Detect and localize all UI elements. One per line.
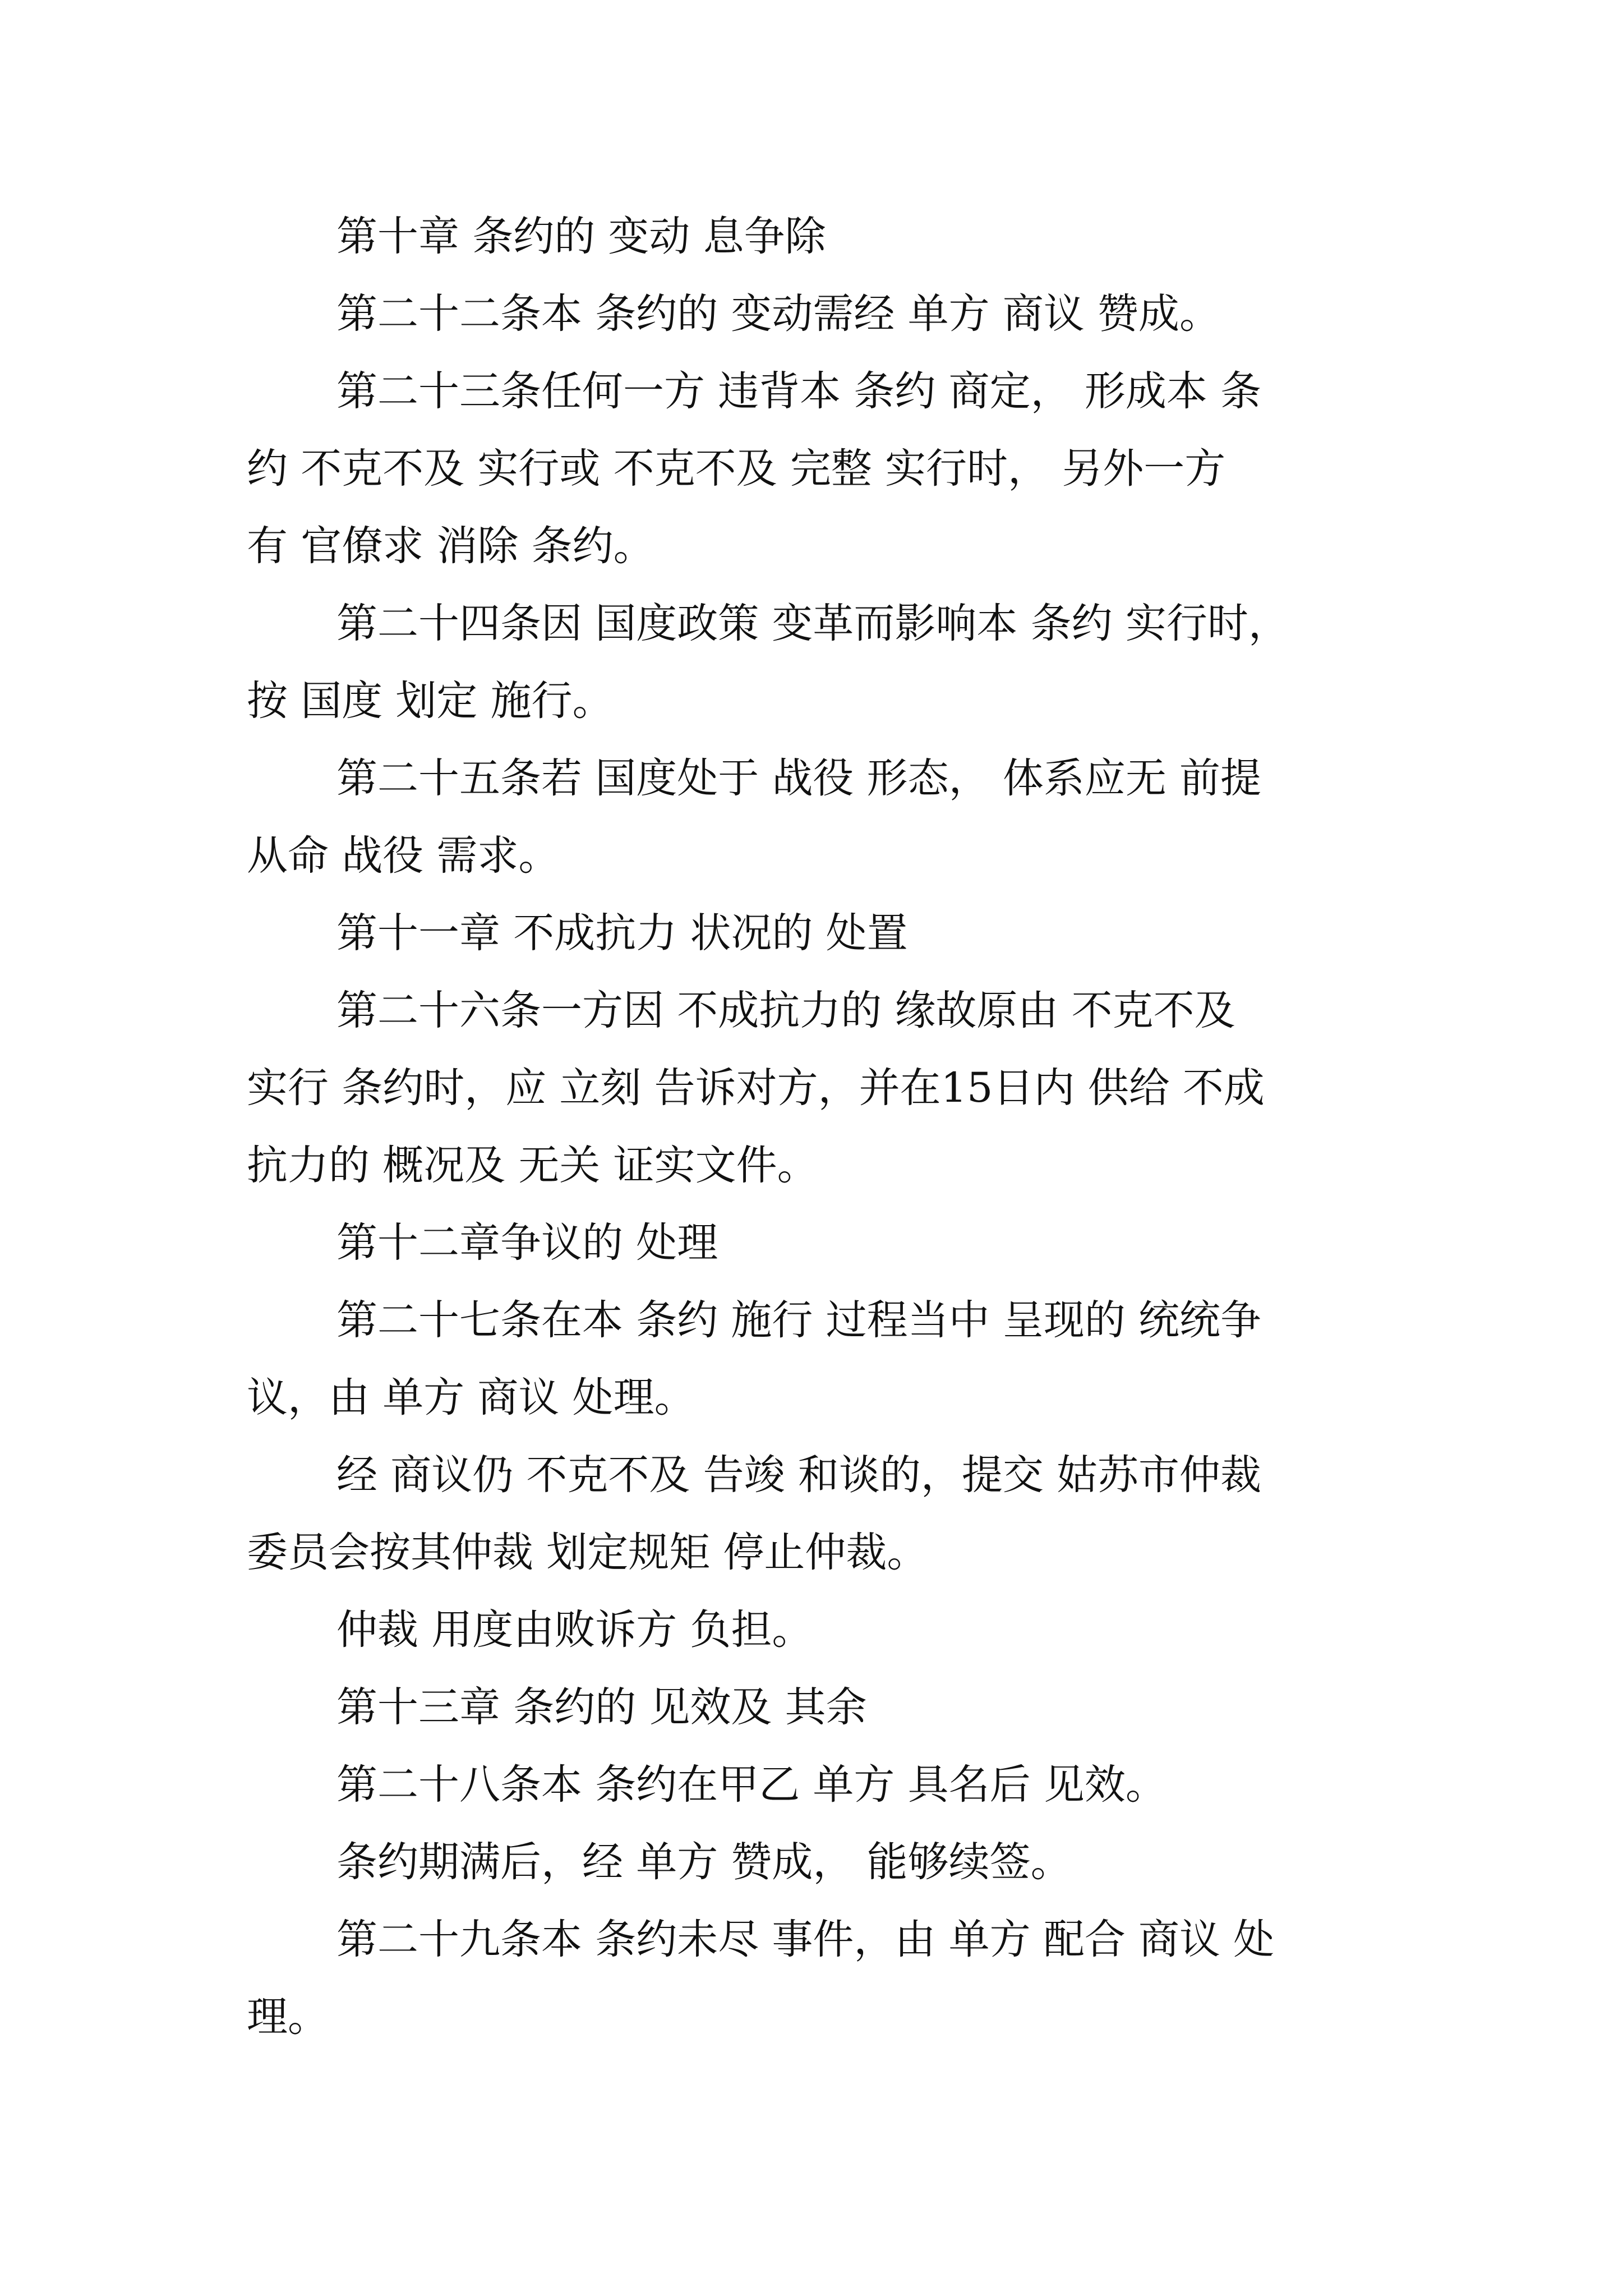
article-27-line-1: 第二十七条在本 条约 施行 过程当中 呈现的 统统争	[336, 1296, 1262, 1344]
article-23-line-2: 约 不克不及 实行或 不克不及 完整 实行时， 另外一方	[247, 445, 1226, 493]
renewal-line: 条约期满后，经 单方 赞成， 能够续签。	[336, 1838, 1072, 1886]
article-25-line-1: 第二十五条若 国度处于 战役 形态， 体系应无 前提	[336, 754, 1262, 802]
chapter-13-heading: 第十三章 条约的 见效及 其余	[336, 1683, 867, 1731]
article-29-line-1: 第二十九条本 条约未尽 事件，由 单方 配合 商议 处	[336, 1916, 1275, 1963]
chapter-10-heading: 第十章 条约的 变动 息争除	[336, 213, 826, 260]
arbitration-line-2: 委员会按其仲裁 划定规矩 停止仲裁。	[247, 1529, 928, 1576]
article-27-line-2: 议，由 单方 商议 处理。	[247, 1374, 695, 1421]
chapter-12-heading: 第十二章争议的 处理	[336, 1219, 718, 1267]
article-23-line-1: 第二十三条任何一方 违背本 条约 商定， 形成本 条	[336, 367, 1262, 415]
article-22-line-1: 第二十二条本 条约的 变动需经 单方 商议 赞成。	[336, 290, 1221, 338]
article-26-line-3: 抗力的 概况及 无关 证实文件。	[247, 1142, 818, 1189]
chapter-11-heading: 第十一章 不成抗力 状况的 处置	[336, 909, 908, 957]
article-23-line-3: 有 官僚求 消除 条约。	[247, 522, 654, 570]
arbitration-fee-line: 仲裁 用度由败诉方 负担。	[336, 1606, 813, 1654]
article-25-line-2: 从命 战役 需求。	[247, 832, 560, 880]
arbitration-line-1: 经 商议仍 不克不及 告竣 和谈的，提交 姑苏市仲裁	[336, 1451, 1262, 1499]
article-28-line-1: 第二十八条本 条约在甲乙 单方 具名后 见效。	[336, 1761, 1166, 1809]
article-26-line-2: 实行 条约时，应 立刻 告诉对方，并在15日内 供给 不成	[247, 1064, 1265, 1112]
article-26-line-1: 第二十六条一方因 不成抗力的 缘故原由 不克不及	[336, 987, 1235, 1034]
article-24-line-1: 第二十四条因 国度政策 变革而影响本 条约 实行时，	[336, 600, 1289, 647]
article-29-line-2: 理。	[247, 1993, 329, 2041]
article-24-line-2: 按 国度 划定 施行。	[247, 677, 614, 725]
